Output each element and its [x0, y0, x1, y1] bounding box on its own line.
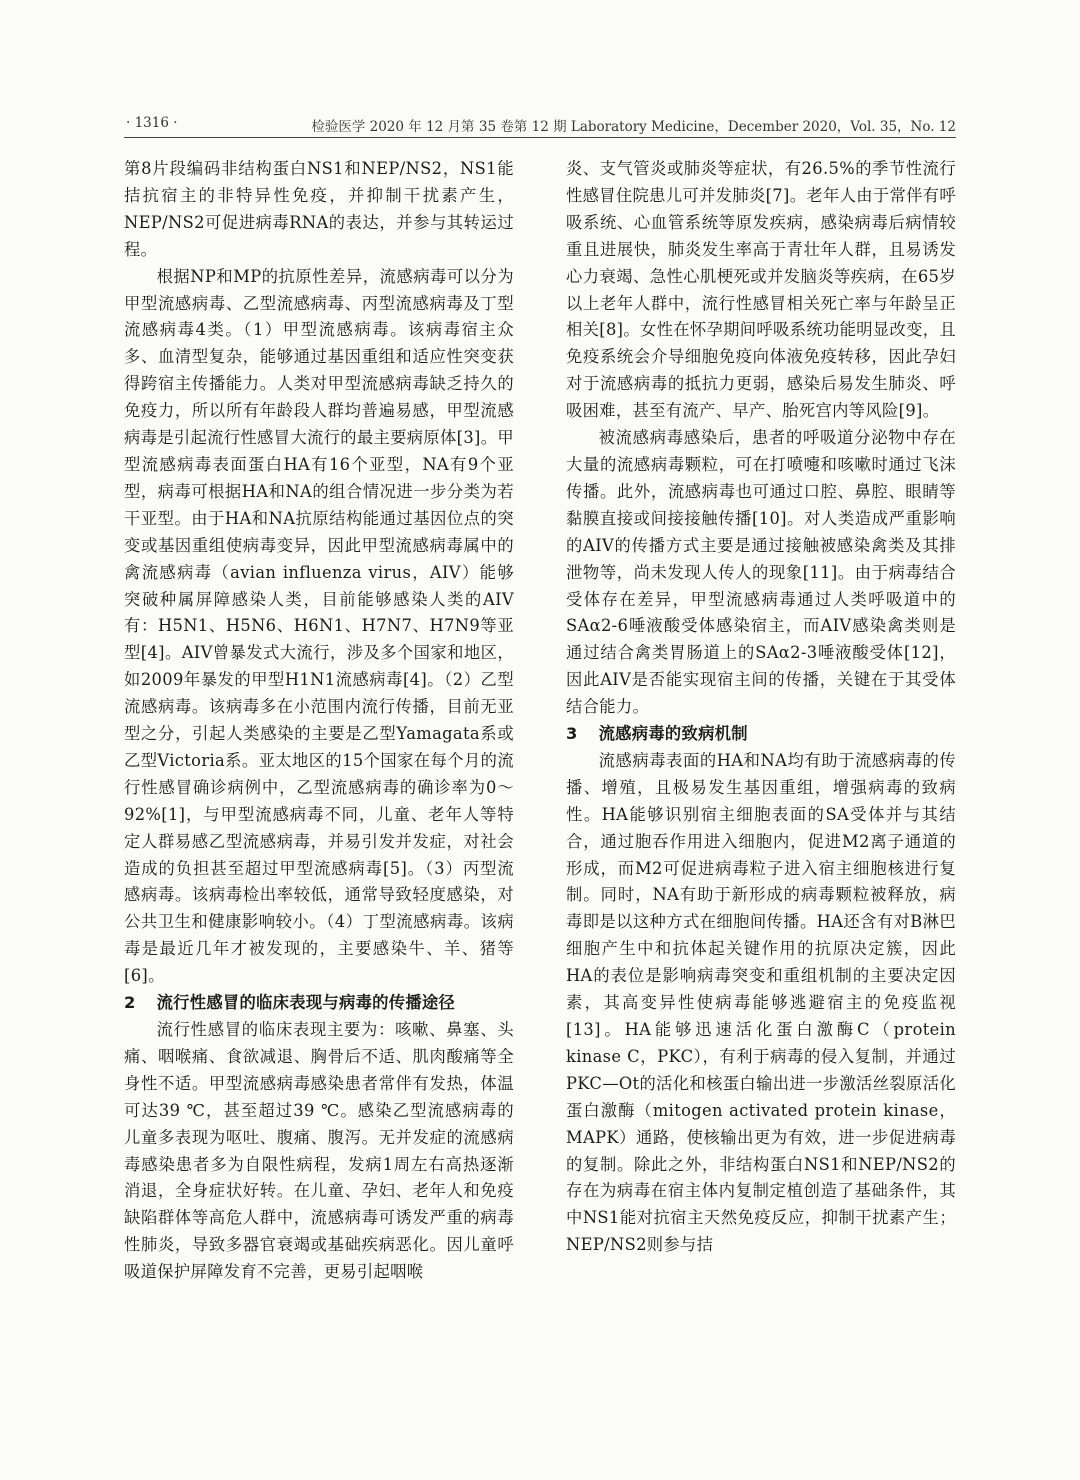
paragraph-transmission: 被流感病毒感染后，患者的呼吸道分泌物中存在大量的流感病毒颗粒，可在打喷嚏和咳嗽时通过飞沫传播。此外，流感病毒也可通过口腔、鼻腔、眼睛等黏膜直接或间接接触传播[10]。对人类造成严重影响的AIV的传播方式主要是通过接触被感染禽类及其排泄物等，尚未发现人传人的现象[11]。由于病毒结合受体存在差异，甲型流感病毒通过人类呼吸道中的SAα2-6唾液酸受体感染宿主，而AIV感染禽类则是通过结合禽类胃肠道上的SAα2-3唾液酸受体[12]，因此AIV是否能实现宿主间的传播，关键在于其受体结合能力。 [566, 428, 956, 717]
left-column [124, 156, 514, 1286]
page-number: · 1316 · [126, 115, 178, 131]
section-2-heading [124, 990, 514, 1017]
right-column [566, 156, 956, 1259]
paragraph-high-risk-groups: 炎、支气管炎或肺炎等症状，有26.5%的季节性流行性感冒住院患儿可并发肺炎[7]。老年人由于常伴有呼吸系统、心血管系统等原发疾病，感染病毒后病情较重且进展快，肺炎发生率高于青壮年人群，且易诱发心力衰竭、急性心肌梗死或并发脑炎等疾病，在65岁以上老年人群中，流行性感冒相关死亡率与年龄呈正相关[8]。女性在怀孕期间呼吸系统功能明显改变，且免疫系统会介导细胞免疫向体液免疫转移，因此孕妇对于流感病毒的抵抗力更弱，感染后易发生肺炎、呼吸困难，甚至有流产、早产、胎死宫内等风险[9]。 [566, 159, 957, 421]
header-rule [124, 137, 956, 138]
paragraph-pathogenesis: 流感病毒表面的HA和NA均有助于流感病毒的传播、增殖，且极易发生基因重组，增强病毒的致病性。HA能够识别宿主细胞表面的SA受体并与其结合，通过胞吞作用进入细胞内，促进M2离子通道的形成，而M2可促进病毒粒子进入宿主细胞核进行复制。同时，NA有助于新形成的病毒颗粒被释放，病毒即是以这种方式在细胞间传播。HA还含有对B淋巴细胞产生中和抗体起关键作用的抗原决定簇，因此HA的表位是影响病毒突变和重组机制的主要决定因素，其高变异性使病毒能够逃避宿主的免疫监视[13]。HA能够迅速活化蛋白激酶C（protein kinase C，PKC），有利于病毒的侵入复制，并通过PKC—Ot的活化和核蛋白输出进一步激活丝裂原活化蛋白激酶（mitogen activated protein kinase，MAPK）通路，使核输出更为有效，进一步促进病毒的复制。除此之外，非结构蛋白NS1和NEP/NS2的存在为病毒在宿主体内复制定植创造了基础条件，其中NS1能对抗宿主天然免疫反应，抑制干扰素产生；NEP/NS2则参与拮 [566, 750, 956, 1255]
section-3-title: 流感病毒的致病机制 [598, 724, 748, 744]
journal-citation: 检验医学 2020 年 12 月第 35 卷第 12 期 Laboratory Medicine，December 2020，Vol. 35，No. 12 [311, 119, 956, 135]
running-header [126, 112, 956, 134]
section-2-number: 2 [124, 993, 136, 1013]
paragraph-ns-segment: 第8片段编码非结构蛋白NS1和NEP/NS2，NS1能拮抗宿主的非特异性免疫，并抑制干扰素产生，NEP/NS2可促进病毒RNA的表达，并参与其转运过程。 [124, 159, 514, 259]
section-3-number: 3 [566, 724, 578, 744]
section-3-heading [566, 721, 956, 748]
paragraph-clinical-manifestations: 流行性感冒的临床表现主要为：咳嗽、鼻塞、头痛、咽喉痛、食欲减退、胸骨后不适、肌肉酸痛等全身性不适。甲型流感病毒感染患者常伴有发热，体温可达39 ℃，甚至超过39 ℃。感染乙型流感病毒的儿童多表现为呕吐、腹痛、腹泻。无并发症的流感病毒感染患者多为自限性病程，发病1周左右高热逐渐消退，全身症状好转。在儿童、孕妇、老年人和免疫缺陷群体等高危人群中，流感病毒可诱发严重的病毒性肺炎，导致多器官衰竭或基础疾病恶化。因儿童呼吸道保护屏障发育不完善，更易引起咽喉 [124, 1020, 514, 1282]
section-2-title: 流行性感冒的临床表现与病毒的传播途径 [156, 993, 456, 1013]
paragraph-virus-types: 根据NP和MP的抗原性差异，流感病毒可以分为甲型流感病毒、乙型流感病毒、丙型流感病毒及丁型流感病毒4类。（1）甲型流感病毒。该病毒宿主众多、血清型复杂，能够通过基因重组和适应性突变获得跨宿主传播能力。人类对甲型流感病毒缺乏持久的免疫力，所以所有年龄段人群均普遍易感，甲型流感病毒是引起流行性感冒大流行的最主要病原体[3]。甲型流感病毒表面蛋白HA有16个亚型，NA有9个亚型，病毒可根据HA和NA的组合情况进一步分类为若干亚型。由于HA和NA抗原结构能通过基因位点的突变或基因重组使病毒变异，因此甲型流感病毒属中的禽流感病毒（avian influenza virus，AIV）能够突破种属屏障感染人类，目前能够感染人类的AIV有：H5N1、H5N6、H6N1、H7N7、H7N9等亚型[4]。AIV曾暴发式大流行，涉及多个国家和地区，如2009年暴发的甲型H1N1流感病毒[4]。（2）乙型流感病毒。该病毒多在小范围内流行传播，目前无亚型之分，引起人类感染的主要是乙型Yamagata系或乙型Victoria系。亚太地区的15个国家在每个月的流行性感冒确诊病例中，乙型流感病毒的确诊率为0～92%[1]，与甲型流感病毒不同，儿童、老年人等特定人群易感乙型流感病毒，并易引发并发症，对社会造成的负担甚至超过甲型流感病毒[5]。（3）丙型流感病毒。该病毒检出率较低，通常导致轻度感染，对公共卫生和健康影响较小。（4）丁型流感病毒。该病毒是最近几年才被发现的，主要感染牛、羊、猪等[6]。 [124, 266, 515, 986]
